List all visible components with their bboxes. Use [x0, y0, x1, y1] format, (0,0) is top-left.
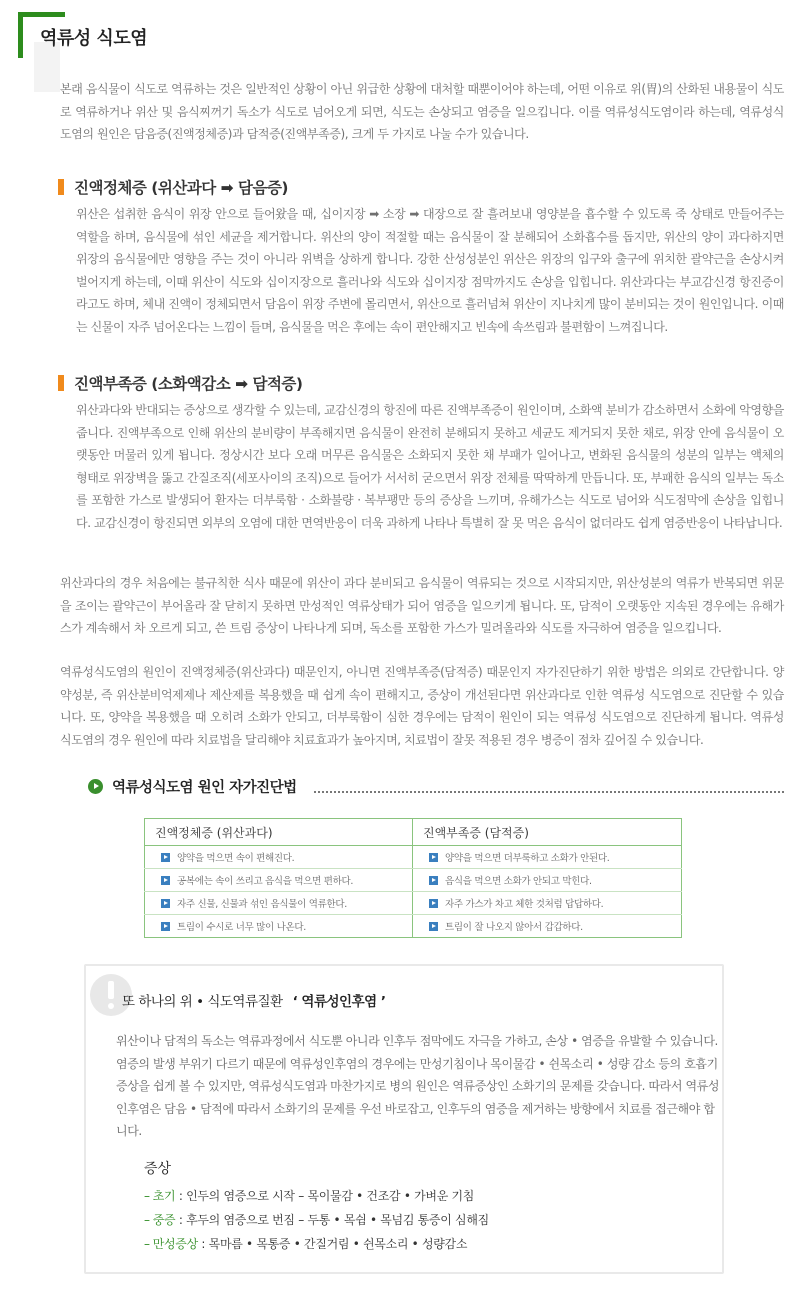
cell-text: 음식을 먹으면 소화가 안되고 막힌다. [445, 876, 592, 887]
table-cell [145, 915, 413, 938]
page-title: 역류성 식도염 [40, 28, 148, 49]
cell-text: 공복에는 속이 쓰리고 음식을 먹으면 편하다. [177, 876, 354, 887]
arrow-box-icon [429, 853, 438, 862]
section-1-body: 위산은 섭취한 음식이 위장 안으로 들어왔을 때, 십이지장 ➡ 소장 ➡ 대장으로 잘 흘려보내 영양분을 흡수할 수 있도록 죽 상태로 만들어주는 역할을 하며, 음식물에 섞인 세균을 제거합니다. 위산의 양이 적절할 때는 음식물이 잘 분해되어 소화흡수를 돕지만, 위산의 양이 과다하지면 위장의 음식물에만 영향을 주는 것이 아니라 위벽을 상하게 합니다. 강한 산성성분인 위산은 위장의 입구와 출구에 위치한 괄약근을 손상시켜 벌어지게 하는데, 이때 위산이 식도와 십이지장으로 흘러나와 식도와 십이지장 점막까지도 손상을 입힙니다. 위산과다는 부교감신경 항진증이라고도 하며, 체내 진액이 정체되면서 담음이 위장 주변에 몰리면서, 위산으로 흘러넘쳐 위산이 지나치게 많이 분비되는 것이 원인입니다. 이때는 신물이 자주 넘어온다는 느낌이 들며, 음식물을 먹은 후에는 속이 편안해지고 빈속에 속쓰림과 불편함이 느껴집니다. [76, 207, 784, 334]
table-row [145, 892, 682, 915]
table-row [145, 915, 682, 938]
cell-text: 자주 신물, 신물과 섞인 음식물이 역류한다. [177, 899, 347, 910]
symptom-label: 만성증상 [152, 1237, 198, 1251]
section-heading-1-text: 진액정체증 (위산과다 ➡ 담음증) [74, 179, 289, 197]
col-header-1: 진액정체증 (위산과다) [145, 819, 413, 846]
dash-icon: – [144, 1213, 150, 1227]
paragraph-3: 위산과다의 경우 처음에는 불규칙한 식사 때문에 위산이 과다 분비되고 음식물이 역류되는 것으로 시작되지만, 위산성분의 역류가 반복되면 위문을 조이는 괄약근이 부어올라 잘 닫히지 못하면 만성적인 역류상태가 되어 염증을 일으키게 됩니다. 또, 담적이 오랫동안 지속된 경우에는 유해가스가 계속해서 차 오르게 되고, 쓴 트림 증상이 나타나게 되며, 독소를 포함한 가스가 밀려올라와 식도를 자극하여 염증을 일으킵니다. [60, 576, 784, 635]
arrow-box-icon [161, 899, 170, 908]
table-cell [145, 846, 413, 869]
arrow-box-icon [161, 853, 170, 862]
table-row [145, 869, 682, 892]
list-item [144, 1232, 489, 1256]
intro-paragraph: 본래 음식물이 식도로 역류하는 것은 일반적인 상황이 아닌 위급한 상황에 대처할 때뿐이어야 하는데, 어떤 이유로 위(胃)의 산화된 내용물이 식도로 역류하거나 위산 및 음식찌꺼기 독소가 식도로 넘어오게 되면, 식도는 손상되고 염증을 일으킵니다. 이를 역류성식도염이라 하는데, 역류성식도염의 원인은 담음증(진액정체증)과 담적증(진액부족증), 크게 두 가지로 나눌 수가 있습니다. [60, 82, 784, 141]
symptoms-list [144, 1184, 489, 1256]
table-cell [145, 869, 413, 892]
table-cell [413, 869, 682, 892]
cell-text: 트림이 잘 나오지 않아서 갑갑하다. [445, 922, 583, 933]
list-item [144, 1208, 489, 1232]
table-header-row [145, 819, 682, 846]
dash-icon: – [144, 1237, 150, 1251]
info-box-title-text: 또 하나의 위 • 식도역류질환 [122, 994, 283, 1010]
table-cell [413, 915, 682, 938]
section-2-body: 위산과다와 반대되는 증상으로 생각할 수 있는데, 교감신경의 항진에 따른 진액부족증이 원인이며, 소화액 분비가 감소하면서 소화에 악영향을 줍니다. 진액부족으로 인해 위산의 분비량이 부족해지면 음식물이 완전히 분해되지 못하고 세균도 제거되지 못한 채로, 위장 안에 음식물이 오랫동안 머물러 있게 됩니다. 정상시간 보다 오래 머무른 음식물은 소화되지 못한 채 부패가 일어나고, 변화된 음식물의 성분의 일부는 액체의 형태로 위장벽을 뚫고 간질조직(세포사이의 조직)으로 들어가 서서히 굳으면서 위장 전체를 딱딱하게 만듭니다. 또, 부패한 음식의 일부는 독소를 포함한 가스로 발생되어 환자는 더부룩함 · 소화불량 · 복부팽만 등의 증상을 느끼며, 유해가스는 식도로 넘어와 식도점막에 손상을 입힙니다. 교감신경이 항진되면 외부의 오염에 대한 면역반응이 더욱 과하게 나타나 특별히 잘 못 먹은 음식이 없더라도 쉽게 염증반응이 나타납니다. [76, 403, 784, 530]
symptoms-heading: 증상 [144, 1161, 172, 1177]
play-circle-icon [88, 779, 103, 794]
cell-text: 양약을 먹으면 더부룩하고 소화가 안된다. [445, 853, 610, 864]
info-box-body: 위산이나 담적의 독소는 역류과정에서 식도뿐 아니라 인후두 점막에도 자극을 가하고, 손상 • 염증을 유발할 수 있습니다. 염증의 발생 부위기 다르기 때문에 역류성인후염의 경우에는 만성기침이나 목이물감 • 쉰목소리 • 성량 감소 등의 호흡기 증상을 쉽게 볼 수 있지만, 역류성식도염과 마찬가지로 병의 원인은 역류증상인 소화기의 문제를 갖습니다. 따라서 역류성인후염은 담음 • 담적에 따라서 소화기의 문제를 우선 바로잡고, 인후두의 염증을 제거하는 방향에서 치료를 접근해야 합니다. [116, 1034, 720, 1138]
info-box [84, 964, 724, 1274]
symptom-label: 중증 [152, 1213, 176, 1227]
orange-bar-icon [58, 375, 64, 391]
section-heading-2 [58, 372, 303, 394]
cell-text: 트림이 수시로 너무 많이 나온다. [177, 922, 307, 933]
arrow-box-icon [429, 876, 438, 885]
section-heading-1 [58, 176, 288, 198]
table-cell [413, 846, 682, 869]
info-box-title [122, 990, 386, 1010]
paragraph-4: 역류성식도염의 원인이 진액정체증(위산과다) 때문인지, 아니면 진액부족증(담적증) 때문인지 자가진단하기 위한 방법은 의외로 간단합니다. 양약성분, 즉 위산분비억제제나 제산제를 복용했을 때 쉽게 속이 편해지고, 증상이 개선된다면 위산과다로 인한 역류성 식도염으로 진단할 수 있습니다. 또, 양약을 복용했을 때 오히려 소화가 안되고, 더부룩함이 심한 경우에는 담적이 원인이 되는 역류성 식도염으로 진단하게 됩니다. 역류성식도염의 경우 원인에 따라 치료법을 달리해야 치료효과가 높아지며, 치료법이 잘못 적용된 경우 병증이 점차 깊어질 수 있습니다. [60, 665, 784, 747]
symptom-text: : 후두의 염증으로 번짐 – 두통 • 목쉼 • 목넘김 통증이 심해짐 [178, 1213, 489, 1227]
arrow-box-icon [429, 899, 438, 908]
arrow-box-icon [429, 922, 438, 931]
arrow-box-icon [161, 922, 170, 931]
cell-text: 자주 가스가 차고 체한 것처럼 답답하다. [445, 899, 604, 910]
list-item [144, 1184, 489, 1208]
info-box-title-quote: ‘ 역류성인후염 ’ [292, 994, 386, 1010]
symptom-text: : 인두의 염증으로 시작 – 목이물감 • 건조감 • 가벼운 기침 [178, 1189, 475, 1203]
arrow-box-icon [161, 876, 170, 885]
symptom-text: : 목마름 • 목통증 • 간질거림 • 쉰목소리 • 성량감소 [201, 1237, 468, 1251]
self-diagnosis-heading [88, 775, 788, 799]
self-diagnosis-table [144, 818, 682, 938]
symptom-label: 초기 [152, 1189, 176, 1203]
cell-text: 양약을 먹으면 속이 편해진다. [177, 853, 295, 864]
section-heading-2-text: 진액부족증 (소화액감소 ➡ 담적증) [74, 375, 303, 393]
table-row [145, 846, 682, 869]
orange-bar-icon [58, 179, 64, 195]
table-cell [145, 892, 413, 915]
self-diagnosis-title: 역류성식도염 원인 자가진단법 [112, 780, 297, 796]
dotted-divider [314, 791, 784, 793]
col-header-2: 진액부족증 (담적증) [413, 819, 682, 846]
dash-icon: – [144, 1189, 150, 1203]
table-cell [413, 892, 682, 915]
